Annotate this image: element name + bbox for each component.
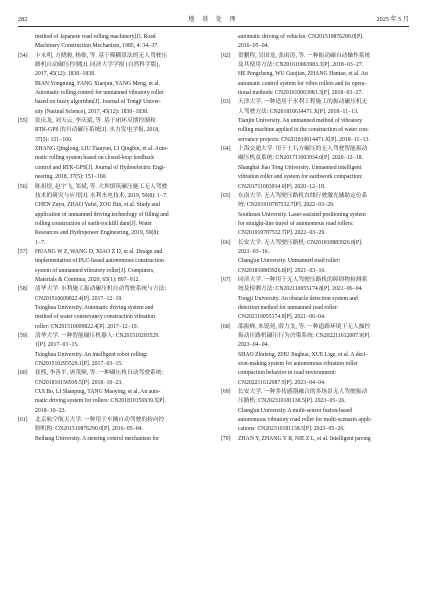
reference-line: Beihang University. A steering control mechanism for bbox=[35, 435, 160, 442]
reference-line: compaction behavior in road environment: bbox=[238, 370, 337, 377]
reference-line: Materials & Continua, 2020, 65(1): 897−912. bbox=[35, 276, 140, 283]
reference-text bbox=[35, 332, 206, 369]
reference-line: 压路机: CN202310181138.5[P]. 2023−05−26. bbox=[238, 398, 346, 405]
reference-line: ZHANG Qinglong, LIU Tianyun, LI Qingbin, et al. Auto- bbox=[35, 146, 169, 153]
reference-line: rolling construction of earth-rockfill dam[J]. Water bbox=[35, 220, 152, 227]
reference-text bbox=[238, 33, 409, 52]
reference-text bbox=[35, 369, 206, 416]
reference-text bbox=[238, 323, 409, 388]
reference-line: 及其使用方法: CN201610063983.3[P]. 2018−03−27. bbox=[238, 62, 364, 69]
reference-entry bbox=[18, 332, 206, 369]
reference-entry bbox=[221, 52, 409, 99]
reference-line: CN202110055174.8[P]. 2021−06−04. bbox=[238, 314, 326, 321]
reference-line: 统: CN201910787532.7[P]. 2022−03−29. bbox=[238, 202, 335, 209]
reference-entry bbox=[221, 435, 409, 444]
reference-text bbox=[238, 388, 409, 435]
reference-line: system of unmanned vibratory roller[J]. Computers, bbox=[35, 267, 155, 274]
reference-entry bbox=[221, 323, 409, 388]
reference-line: Tsinghua University. Automatic driving system and bbox=[35, 304, 154, 311]
reference-text bbox=[238, 145, 409, 192]
reference-line: vibration roller and system for earthwork compaction: bbox=[238, 174, 363, 181]
reference-number: [61] bbox=[18, 417, 28, 424]
reference-line: application of unmanned driving technology of filling and bbox=[35, 211, 169, 218]
journal-name: 地 基 处 理 bbox=[188, 16, 239, 23]
reference-line: 清华大学. 一种智能碾压机器人: CN201510293529. bbox=[35, 333, 160, 339]
left-column-references bbox=[18, 33, 206, 444]
reference-line: sity (Natural Science), 2017, 45(12): 1830−1838. bbox=[35, 108, 149, 115]
reference-line: 37(5): 151−160. bbox=[35, 136, 73, 143]
reference-line: BIAN Yongming, FANG Xiaojun, YANG Meng, et al. bbox=[35, 80, 160, 87]
reference-entry bbox=[221, 388, 409, 435]
reference-line: 天津大学. 一种适用于水利工程施工的振动碾压机无 bbox=[238, 99, 368, 106]
reference-line: HE Pengcheng, WU Guojian, ZHANG Hantao, et al. An bbox=[238, 71, 368, 78]
reference-line: 崔熙, 李善平, 唐茂顺, 等. 一种碾压机自动驾驶系统: bbox=[35, 370, 164, 377]
reference-entry bbox=[18, 248, 206, 285]
reference-line: Automatic rolling control for unmanned vibratory roller bbox=[35, 90, 164, 97]
reference-entry bbox=[18, 33, 206, 52]
reference-number: [60] bbox=[18, 370, 28, 377]
reference-text bbox=[238, 98, 409, 145]
reference-line: 2023−04−04. bbox=[238, 342, 269, 349]
reference-line: CN201810883926.8[P]. 2021−03−16. bbox=[238, 267, 326, 274]
reference-line: Machinery Construction Mechanism, 1985, 4: 34−37. bbox=[35, 43, 159, 50]
reference-line: neering, 2018, 37(5): 151−160. bbox=[35, 174, 107, 181]
reference-line: CN201510293529.1[P]. 2017−03−15. bbox=[35, 361, 123, 368]
reference-line: 路机自动碾压控制[J]. 同济大学学报 (自然科学版), bbox=[35, 62, 160, 69]
reference-line: detection method for unmanned road roller: bbox=[238, 304, 339, 311]
reference-number: [67] bbox=[221, 276, 231, 283]
reference-number bbox=[18, 33, 35, 52]
reference-text bbox=[35, 183, 206, 248]
reference-line: method of water conservancy construction vibration bbox=[35, 314, 155, 321]
reference-number: [57] bbox=[18, 248, 28, 255]
reference-number: [70] bbox=[221, 435, 231, 442]
reference-entry bbox=[18, 52, 206, 117]
reference-text bbox=[238, 239, 409, 276]
reference-line: rolling machine applied to the construction of water con- bbox=[238, 127, 369, 134]
reference-line: 1[P]. 2017−03−15. bbox=[35, 342, 79, 349]
reference-line: CN201510609822.4[P]. 2017−12−19. bbox=[35, 295, 123, 302]
reference-line: CN201810156939.5[P]. 2018−10−23. bbox=[35, 379, 123, 386]
page-number: 282 bbox=[18, 16, 28, 23]
reference-line: roller: CN201510609822.4[P]. 2017−12−19. bbox=[35, 323, 139, 330]
reference-line: 2018−10−23. bbox=[35, 407, 66, 414]
issue-date: 2025 年 5 月 bbox=[376, 16, 409, 23]
reference-line: CHEN Zuyu, ZHAO Yufei, ZOU Bin, et al. Study and bbox=[35, 202, 160, 209]
reference-line: 邵振峰, 朱锐苑, 薛力戈, 等. 一种道路环境下无人操控 bbox=[238, 323, 371, 330]
reference-text bbox=[35, 285, 206, 332]
reference-number: [63] bbox=[221, 99, 231, 106]
reference-line: 陈祖煜, 赵宇飞, 邹斌, 等. 大坝填筑碾压施工无人驾驶 bbox=[35, 183, 168, 190]
reference-entry bbox=[221, 98, 409, 145]
reference-line: Tongji University. An obstacle detection system and bbox=[238, 295, 358, 302]
reference-line: 2016−05−04. bbox=[238, 43, 269, 50]
reference-entry bbox=[18, 117, 206, 182]
reference-line: 贺鹏程, 吴国龙, 张雨涛, 等. 一种振动碾自动操作系统 bbox=[238, 52, 371, 59]
reference-line: 张庆龙, 刘天云, 李庆斌, 等. 基于闭环反馈控制和 bbox=[35, 118, 156, 125]
reference-line: matic rolling system based on closed-loop feedback bbox=[35, 155, 155, 162]
reference-line: based on fuzzy algorithm[J]. Journal of Tongji Univer- bbox=[35, 99, 161, 106]
reference-line: control and RTK-GPS[J]. Journal of Hydroelectric Engi- bbox=[35, 164, 166, 171]
reference-entry bbox=[18, 183, 206, 248]
reference-line: implementation of PLC-based autonomous construction bbox=[35, 258, 164, 265]
reference-entry bbox=[221, 192, 409, 239]
reference-number: [69] bbox=[221, 389, 231, 396]
reference-line: CN202211612087.9[P]. 2023−04−04. bbox=[238, 379, 326, 386]
reference-line: Chang'an University. A multi-sensor fusion-based bbox=[238, 407, 353, 414]
reference-line: CN201910787532.7[P]. 2022−03−29. bbox=[238, 230, 326, 237]
reference-number: [59] bbox=[18, 333, 28, 339]
reference-text bbox=[35, 416, 206, 444]
reference-line: matic driving system for rollers: CN201810156939.5[P]. bbox=[35, 398, 166, 405]
reference-entry bbox=[221, 33, 409, 52]
reference-text bbox=[238, 276, 409, 323]
reference-line: method of Japanese road rolling machinery[J]. Road bbox=[35, 34, 156, 40]
reference-number: [64] bbox=[221, 146, 231, 153]
reference-line: 制机构: CN201510876290.0[P]. 2016−05−04. bbox=[35, 426, 143, 433]
reference-line: RTK-GPS 的自动碾压系统[J]. 水力发电学报, 2018, bbox=[35, 127, 160, 134]
reference-text bbox=[35, 248, 206, 285]
reference-line: SHAO Zhufeng, ZHU Jinghua, XUE Lige, et al. A deci- bbox=[238, 351, 368, 358]
reference-line: HUANG W Z, WANG D, XIAO Z D, et al. Design and bbox=[35, 248, 163, 255]
reference-entry bbox=[18, 416, 206, 444]
reference-line: Tsinghua University. An intelligent robot rolling: bbox=[35, 351, 148, 358]
reference-line: 2021−03−16. bbox=[238, 248, 269, 255]
reference-number: [58] bbox=[18, 286, 28, 293]
reference-entry bbox=[18, 285, 206, 332]
reference-line: 人驾驶方法: CN201810614471.X[P]. 2018−11−13. bbox=[238, 108, 359, 115]
reference-text bbox=[35, 33, 206, 52]
reference-line: Chang'an University. Unmanned road roller: bbox=[238, 258, 341, 265]
reference-number: [56] bbox=[18, 183, 28, 190]
reference-line: 长安大学. 一种多传感器融合的多场景无人驾驶振动 bbox=[238, 389, 368, 396]
reference-line: autonomous vibratory road roller for multi-scenario appli- bbox=[238, 417, 372, 424]
reference-line: Shanghai Jiao Tong University. Unmanned intelligent bbox=[238, 164, 362, 171]
reference-line: 统及检测方法: CN202110055174.8[P]. 2021−06−04. bbox=[238, 286, 363, 293]
reference-entry bbox=[221, 145, 409, 192]
reference-number: [62] bbox=[221, 52, 231, 59]
reference-line: Resources and Hydropower Engineering, 2019, 50(8): bbox=[35, 230, 160, 237]
reference-line: tional methods: CN201610063983.3[P]. 2018−03−27. bbox=[238, 90, 363, 97]
right-column-references bbox=[221, 33, 409, 444]
reference-line: servancy projects: CN201810614471.X[P]. 2018−11−13. bbox=[238, 136, 370, 143]
reference-text bbox=[238, 192, 409, 239]
reference-text bbox=[35, 117, 206, 182]
reference-line: 卞永明, 方晓骏, 杨维, 等. 基于模糊算法的无人驾驶压 bbox=[35, 52, 168, 59]
reference-line: CN201711003934.0[P]. 2020−12−18. bbox=[238, 183, 326, 190]
reference-line: 2017, 45(12): 1830−1838. bbox=[35, 71, 96, 78]
reference-line: 振动压路机碾压行为决策系统: CN202211612087.9[P]. bbox=[238, 333, 371, 339]
reference-line: CUI Bo, LI Shanping, TANG Maoying, et al. An auto- bbox=[35, 389, 161, 396]
reference-text bbox=[238, 435, 409, 444]
running-header bbox=[18, 14, 409, 27]
reference-line: 长安大学. 无人驾驶压路机: CN201810883926.8[P]. bbox=[238, 239, 363, 246]
reference-number bbox=[221, 33, 238, 52]
reference-line: Southeast University. Laser-assisted positioning system bbox=[238, 211, 366, 218]
reference-line: 技术的研究与应用[J]. 水利水电技术, 2019, 50(8): 1−7. bbox=[35, 192, 168, 199]
reference-line: automatic control system for vibro rollers and its opera- bbox=[238, 80, 367, 87]
reference-number: [66] bbox=[221, 239, 231, 246]
reference-line: ZHAN Y, ZHANG Y R, NIE Z L, et al. Intelligent paving bbox=[238, 435, 371, 442]
reference-number: [55] bbox=[18, 118, 28, 125]
reference-line: 东南大学. 无人驾驶压路机直线行驶激光辅助定位系 bbox=[238, 192, 368, 199]
reference-text bbox=[238, 52, 409, 99]
reference-line: 同济大学. 一种用于无人驾驶压路机的障碍物检测系 bbox=[238, 276, 368, 283]
reference-number: [65] bbox=[221, 192, 231, 199]
reference-line: 碾压机及系统: CN201711003934.0[P]. 2020−12−18. bbox=[238, 155, 363, 162]
reference-line: 1−7. bbox=[35, 239, 46, 246]
reference-line: cations: CN202310181138.5[P]. 2023−05−26. bbox=[238, 426, 345, 433]
reference-text bbox=[35, 52, 206, 117]
reference-line: for straight-line travel of autonomous road rollers: bbox=[238, 220, 354, 227]
reference-line: sion-making system for autonomous vibration roller bbox=[238, 361, 358, 368]
reference-line: automatic driving of vehicles: CN201510876290.0[P]. bbox=[238, 34, 364, 40]
reference-number: [68] bbox=[221, 323, 231, 330]
reference-line: 清华大学. 水利施工振动碾压机自动驾驶系统与方法: bbox=[35, 286, 166, 293]
reference-line: Tianjin University. An unmanned method of vibratory bbox=[238, 118, 363, 125]
reference-entry bbox=[221, 239, 409, 276]
reference-line: 北京航空航天大学. 一种用于车辆自动驾驶的转向控 bbox=[35, 417, 165, 424]
reference-entry bbox=[221, 276, 409, 323]
reference-line: 上海交通大学. 用于土石方碾压的无人驾驶智能振动 bbox=[238, 146, 368, 153]
reference-entry bbox=[18, 369, 206, 416]
reference-number: [54] bbox=[18, 52, 28, 59]
